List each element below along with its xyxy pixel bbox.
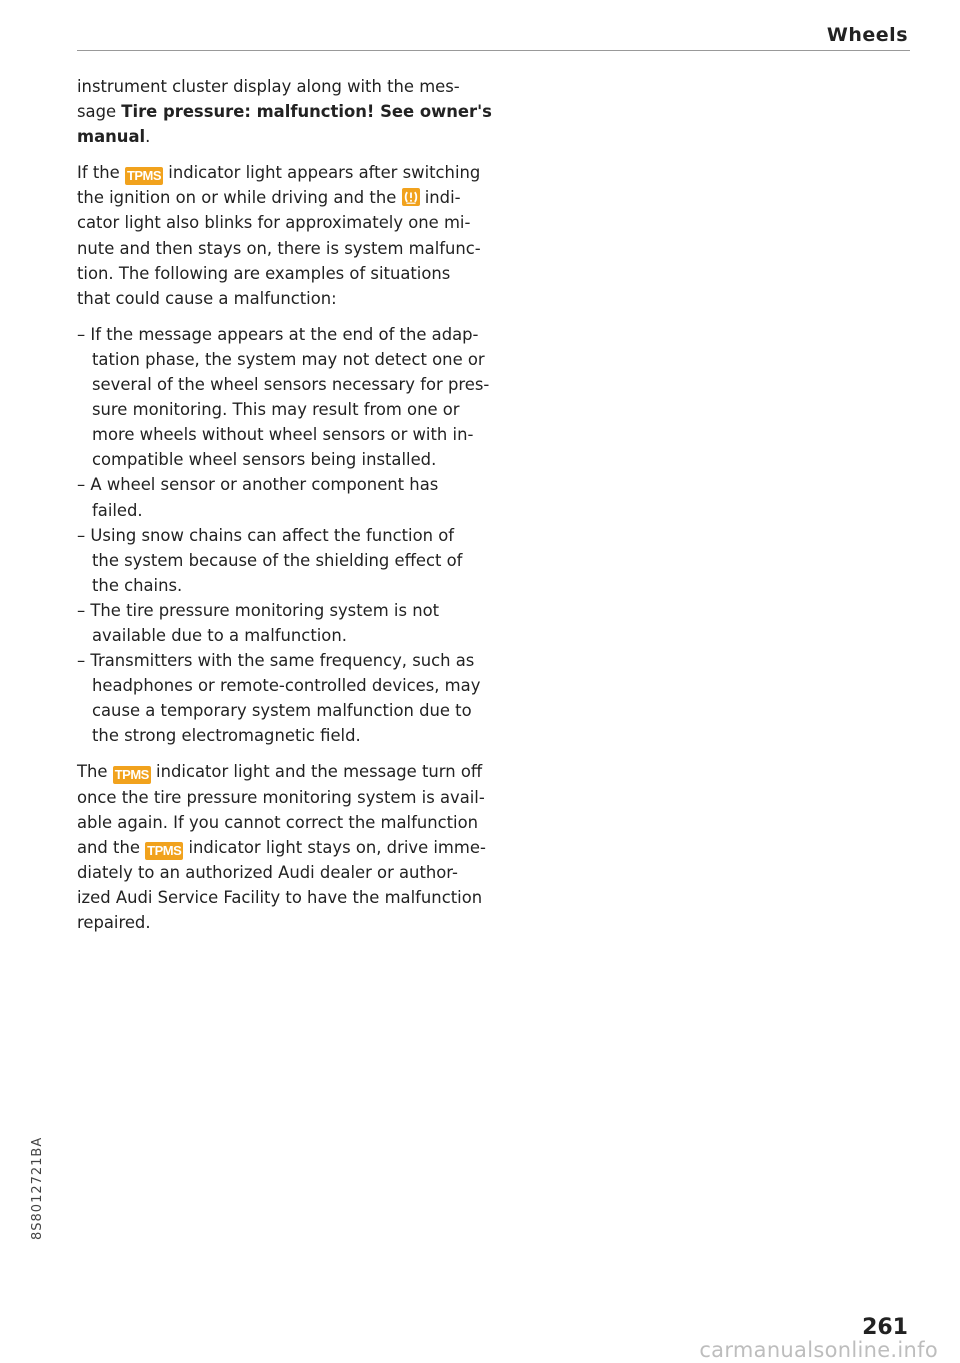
text-line: the chains. <box>92 575 183 595</box>
paragraph-2 <box>77 160 479 311</box>
text-line: more wheels without wheel sensors or with in- <box>92 425 474 445</box>
text-column <box>77 74 492 946</box>
list-item <box>77 472 479 522</box>
text-line: the system because of the shielding effect of <box>92 550 463 570</box>
watermark: carmanualsonline.info <box>699 1338 938 1362</box>
list-item <box>77 523 479 598</box>
text-line: ized Audi Service Facility to have the malfunction <box>77 887 483 907</box>
text-line: instrument cluster display along with the mes- <box>77 77 460 96</box>
text-span: the ignition on or while driving and the <box>77 188 402 208</box>
text-line: tion. The following are examples of situations <box>77 263 451 283</box>
paragraph-3 <box>77 759 486 935</box>
text-line: – The tire pressure monitoring system is not <box>77 600 440 620</box>
text-line <box>77 99 492 124</box>
document-code: 8S8012721BA <box>30 1136 45 1240</box>
text-line: – Using snow chains can affect the function of <box>77 525 455 545</box>
list-item <box>77 322 490 473</box>
paragraph-1 <box>77 74 492 149</box>
text-line <box>77 124 479 149</box>
text-span: indicator light stays on, drive imme- <box>183 837 486 857</box>
text-line: once the tire pressure monitoring system is avail- <box>77 787 485 807</box>
text-line: the strong electromagnetic field. <box>92 726 361 746</box>
text-line: compatible wheel sensors being installed. <box>92 450 437 470</box>
tpms-indicator-icon: TPMS <box>126 168 162 184</box>
text-line <box>77 759 483 784</box>
text-line: – Transmitters with the same frequency, such as <box>77 651 475 671</box>
malfunction-causes-list <box>77 322 490 749</box>
text-span: If the <box>77 163 125 183</box>
text-span: The <box>77 762 113 782</box>
text-line: tation phase, the system may not detect one or <box>92 349 485 369</box>
tire-pressure-warning-icon <box>402 188 420 206</box>
warning-message: Tire pressure: malfunction! See owner's <box>121 102 492 122</box>
header-rule <box>77 50 910 51</box>
warning-message-cont: manual <box>77 127 146 147</box>
list-item <box>77 598 479 648</box>
text-line: headphones or remote-controlled devices, may <box>92 676 481 696</box>
text-line: diately to an authorized Audi dealer or author- <box>77 862 458 882</box>
section-title: Wheels <box>826 24 908 46</box>
tpms-indicator-icon: TPMS <box>114 767 149 783</box>
text-line: sure monitoring. This may result from one or <box>92 400 460 420</box>
text-line: able again. If you cannot correct the malfunction <box>77 812 479 832</box>
tpms-indicator-icon: TPMS <box>147 842 182 858</box>
text-span: indicator light and the message turn off <box>150 762 483 782</box>
text-line <box>77 185 479 210</box>
text-line: several of the wheel sensors necessary for pres- <box>92 375 490 395</box>
text-line: repaired. <box>77 913 151 932</box>
text-span: indi- <box>419 188 461 208</box>
text-span: and the <box>77 837 146 857</box>
text-line: cause a temporary system malfunction due to <box>92 701 472 721</box>
text-line: – If the message appears at the end of the adap- <box>77 324 479 344</box>
text-span: indicator light appears after switching <box>163 163 481 183</box>
text-span: sage <box>77 102 122 122</box>
text-line: available due to a malfunction. <box>92 625 347 645</box>
text-line <box>77 835 486 860</box>
list-item <box>77 648 479 748</box>
text-line: – A wheel sensor or another component has <box>77 475 439 495</box>
text-line: nute and then stays on, there is system malfunc- <box>77 238 481 258</box>
text-line: that could cause a malfunction: <box>77 288 337 308</box>
text-line: cator light also blinks for approximately one mi- <box>77 213 471 233</box>
text-span: . <box>145 127 151 147</box>
text-line: failed. <box>92 500 143 520</box>
page-number: 261 <box>862 1315 908 1340</box>
text-line <box>77 160 479 185</box>
